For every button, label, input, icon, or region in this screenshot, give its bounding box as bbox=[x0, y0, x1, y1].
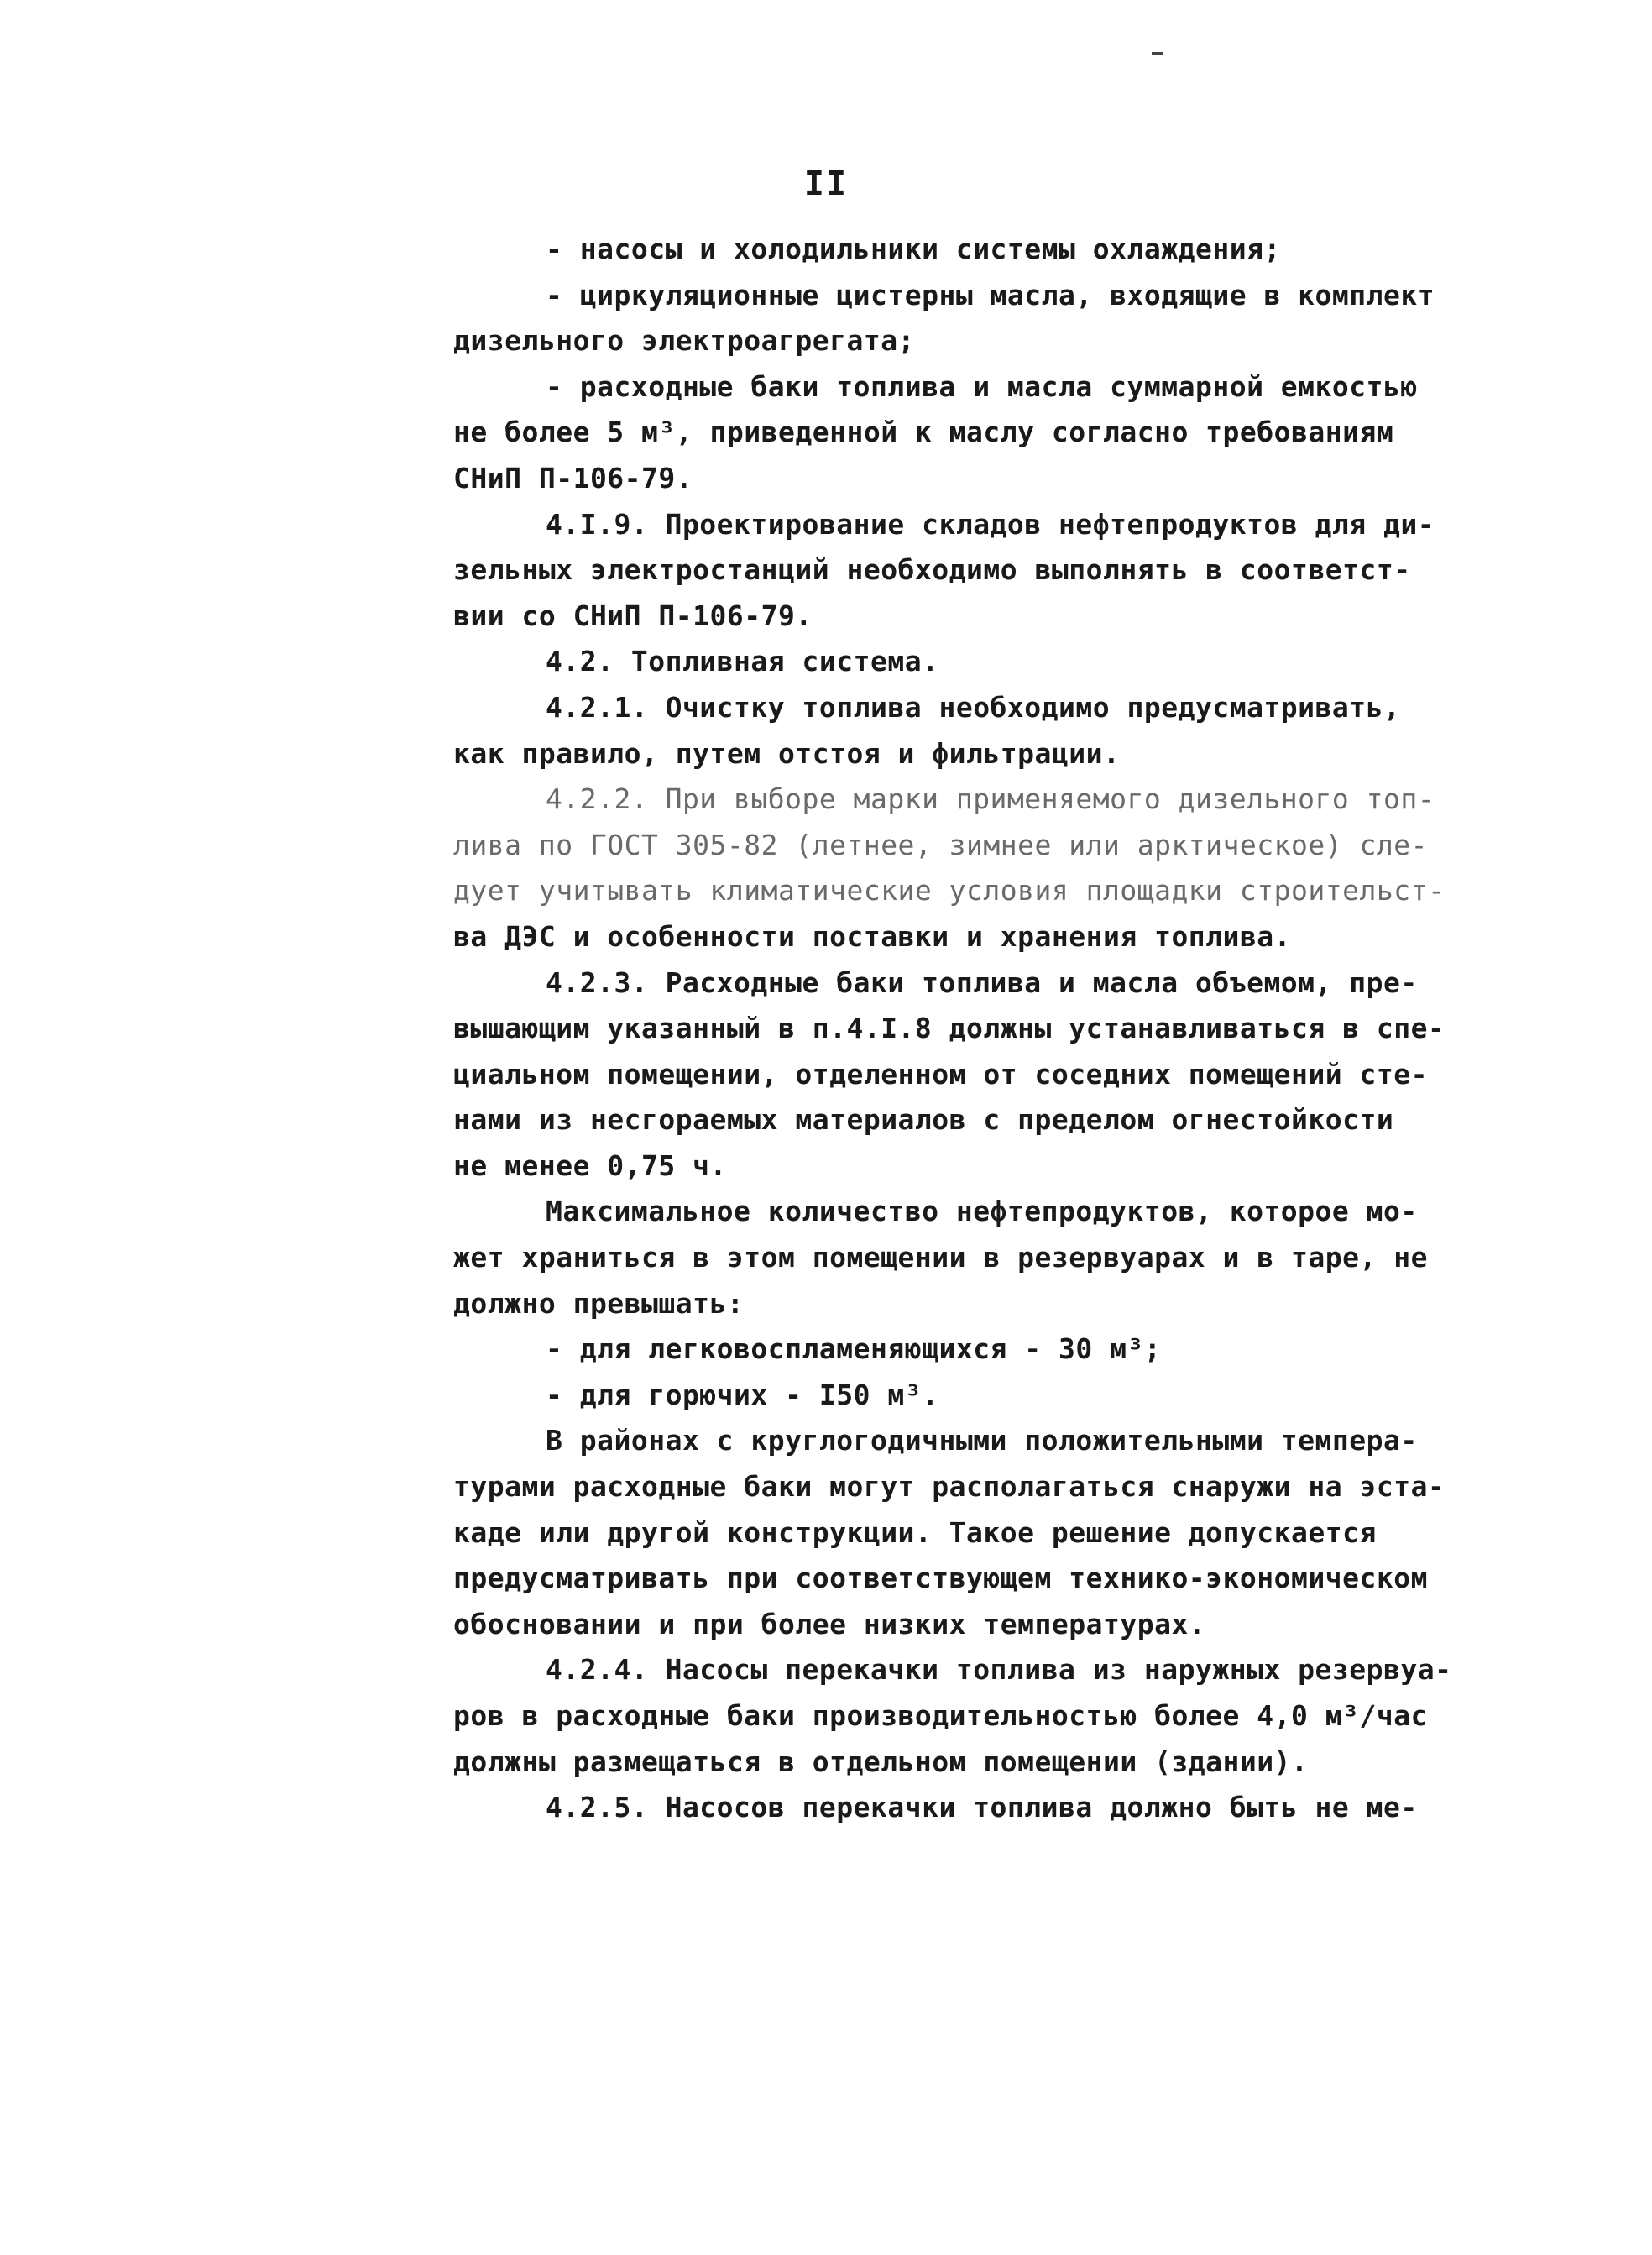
text-line: Максимальное количество нефтепродуктов, которое мо- bbox=[546, 1195, 1418, 1228]
text-line: лива по ГОСТ 305-82 (летнее, зимнее или арктическое) сле- bbox=[453, 828, 1428, 861]
text-line: - для горючих - I50 м³. bbox=[546, 1378, 939, 1411]
text-line: В районах с круглогодичными положительными темпера- bbox=[546, 1424, 1418, 1457]
text-line: вышающим указанный в п.4.I.8 должны устанавливаться в спе- bbox=[453, 1012, 1446, 1045]
text-line: предусматривать при соответствующем технико-экономическом bbox=[453, 1562, 1428, 1595]
text-line: не менее 0,75 ч. bbox=[453, 1148, 727, 1182]
text-line: - циркуляционные цистерны масла, входящие в комплект bbox=[546, 278, 1435, 311]
text-line: 4.2.5. Насосов перекачки топлива должно быть не ме- bbox=[546, 1791, 1418, 1824]
text-line: жет храниться в этом помещении в резервуарах и в таре, не bbox=[453, 1241, 1428, 1274]
text-line: нами из несгораемых материалов с пределом огнестойкости bbox=[453, 1103, 1394, 1137]
text-line: должно превышать: bbox=[453, 1286, 745, 1320]
text-line: - для легковоспламеняющихся - 30 м³; bbox=[546, 1332, 1162, 1366]
text-line: 4.2.1. Очистку топлива необходимо предусматривать, bbox=[546, 690, 1401, 724]
text-line: дизельного электроагрегата; bbox=[453, 324, 915, 358]
text-line: каде или другой конструкции. Такое решение допускается bbox=[453, 1515, 1377, 1549]
text-line: дует учитывать климатические условия площадки строительст- bbox=[453, 874, 1446, 908]
text-line: - расходные баки топлива и масла суммарной емкостью bbox=[546, 369, 1418, 403]
document-body bbox=[453, 227, 1452, 1831]
text-line: 4.2.2. При выборе марки применяемого дизельного топ- bbox=[546, 782, 1435, 816]
text-line: должны размещаться в отдельном помещении (здании). bbox=[453, 1745, 1309, 1778]
text-line: циальном помещении, отделенном от соседних помещений сте- bbox=[453, 1057, 1428, 1091]
text-line: ва ДЭС и особенности поставки и хранения топлива. bbox=[453, 919, 1292, 953]
text-line: СНиП П-106-79. bbox=[453, 461, 693, 494]
text-line: 4.2. Топливная система. bbox=[546, 645, 939, 678]
text-line: 4.I.9. Проектирование складов нефтепродуктов для ди- bbox=[546, 507, 1435, 541]
page-number: II bbox=[803, 165, 849, 203]
text-line: - насосы и холодильники системы охлаждения; bbox=[546, 233, 1281, 265]
scan-mark bbox=[1152, 52, 1163, 55]
text-line: ров в расходные баки производительностью более 4,0 м³/час bbox=[453, 1699, 1428, 1732]
text-line: не более 5 м³, приведенной к маслу согласно требованиям bbox=[453, 416, 1394, 449]
text-line: 4.2.4. Насосы перекачки топлива из наружных резервуа- bbox=[546, 1653, 1452, 1687]
text-line: обосновании и при более низких температурах. bbox=[453, 1607, 1206, 1640]
text-line: зельных электростанций необходимо выполнять в соответст- bbox=[453, 553, 1411, 587]
text-line: как правило, путем отстоя и фильтрации. bbox=[453, 736, 1121, 770]
text-line: вии со СНиП П-106-79. bbox=[453, 599, 813, 632]
text-line: турами расходные баки могут располагаться снаружи на эста- bbox=[453, 1470, 1446, 1504]
text-line: 4.2.3. Расходные баки топлива и масла объемом, пре- bbox=[546, 965, 1418, 999]
